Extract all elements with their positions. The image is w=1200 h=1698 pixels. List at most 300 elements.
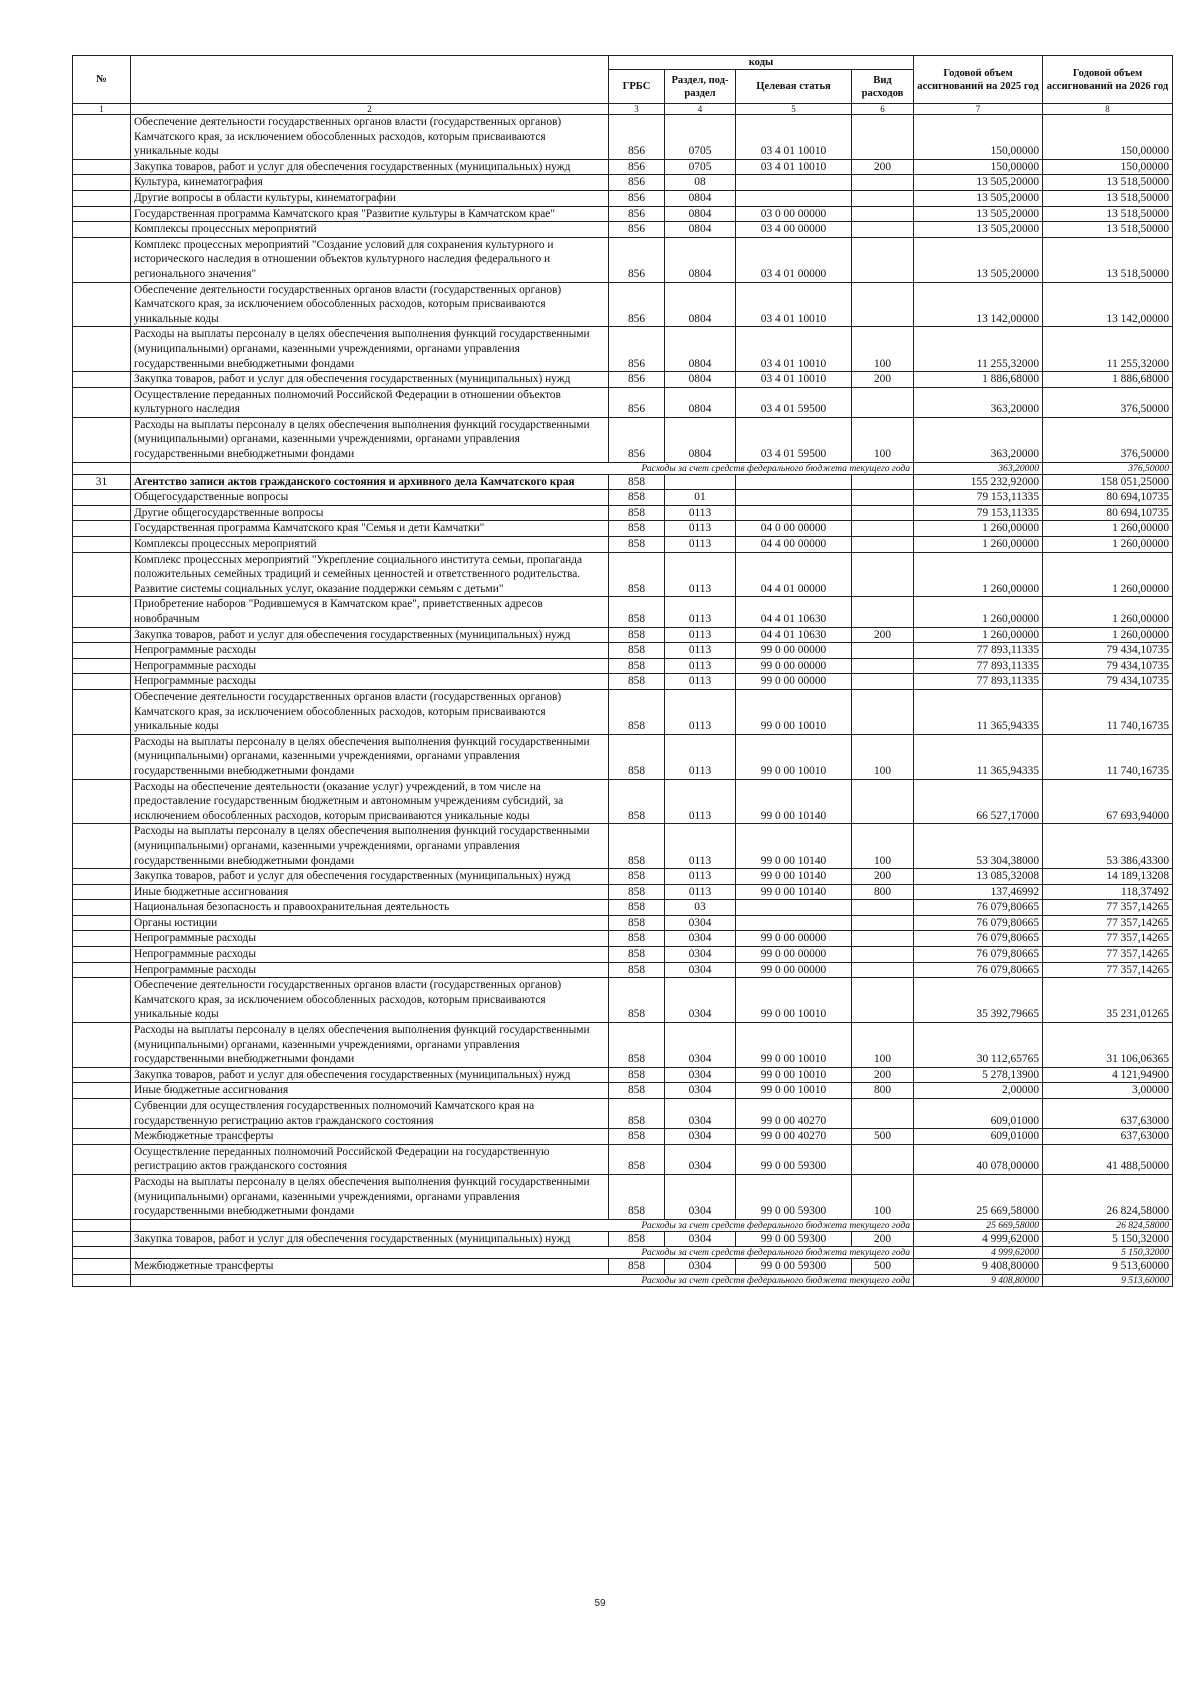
amount-2026: 67 693,94000 (1043, 779, 1173, 824)
row-number (73, 900, 131, 916)
amount-2026: 1 260,00000 (1043, 537, 1173, 553)
amount-2025: 40 078,00000 (914, 1144, 1043, 1174)
expense-type-code (852, 689, 914, 734)
expense-type-code (852, 1144, 914, 1174)
expense-type-code (852, 175, 914, 191)
target-article-code: 04 4 01 10630 (736, 597, 852, 627)
row-number (73, 869, 131, 885)
target-article-code (736, 505, 852, 521)
column-number: 7 (914, 104, 1043, 115)
grbs-code: 858 (609, 643, 665, 659)
amount-2025: 79 153,11335 (914, 505, 1043, 521)
razdel-code: 0705 (665, 115, 736, 160)
expense-type-code: 200 (852, 627, 914, 643)
expense-type-code (852, 521, 914, 537)
target-article-code: 03 4 01 10010 (736, 327, 852, 372)
grbs-code: 858 (609, 1174, 665, 1219)
grbs-code: 856 (609, 327, 665, 372)
row-name: Государственная программа Камчатского края "Развитие культуры в Камчатском крае" (131, 206, 609, 222)
amount-2025: 2,00000 (914, 1083, 1043, 1099)
amount-2026: 77 357,14265 (1043, 915, 1173, 931)
amount-2026: 5 150,32000 (1043, 1247, 1173, 1259)
razdel-code: 0804 (665, 206, 736, 222)
row-number (73, 627, 131, 643)
razdel-code: 0113 (665, 734, 736, 779)
row-name: Непрограммные расходы (131, 658, 609, 674)
razdel-code: 0304 (665, 978, 736, 1023)
column-number: 8 (1043, 104, 1173, 115)
row-name: Непрограммные расходы (131, 962, 609, 978)
row-number (73, 206, 131, 222)
amount-2025: 53 304,38000 (914, 824, 1043, 869)
row-number (73, 824, 131, 869)
table-row (73, 734, 1173, 779)
target-article-code: 03 4 01 10010 (736, 282, 852, 327)
grbs-code: 858 (609, 1099, 665, 1129)
row-name: Комплексы процессных мероприятий (131, 222, 609, 238)
row-name: Непрограммные расходы (131, 947, 609, 963)
row-number (73, 674, 131, 690)
grbs-code: 858 (609, 1067, 665, 1083)
expense-type-code (852, 947, 914, 963)
amount-2026: 77 357,14265 (1043, 962, 1173, 978)
amount-2025: 155 232,92000 (914, 474, 1043, 490)
row-number (73, 1247, 131, 1259)
header-vid: Вид расходов (852, 70, 914, 104)
amount-2025: 79 153,11335 (914, 490, 1043, 506)
row-number (73, 915, 131, 931)
grbs-code: 858 (609, 1023, 665, 1068)
expense-type-code (852, 115, 914, 160)
table-row (73, 237, 1173, 282)
amount-2026: 1 260,00000 (1043, 552, 1173, 597)
grbs-code: 856 (609, 190, 665, 206)
razdel-code: 0304 (665, 1174, 736, 1219)
grbs-code: 858 (609, 869, 665, 885)
target-article-code: 99 0 00 00000 (736, 643, 852, 659)
row-number (73, 1231, 131, 1247)
table-row (73, 658, 1173, 674)
table-row (73, 1099, 1173, 1129)
amount-2025: 77 893,11335 (914, 643, 1043, 659)
header-year-2025: Годовой объем ассигнований на 2025 год (914, 56, 1043, 104)
row-number (73, 462, 131, 474)
amount-2025: 9 408,80000 (914, 1259, 1043, 1275)
row-name: Агентство записи актов гражданского состояния и архивного дела Камчатского края (131, 474, 609, 490)
target-article-code: 99 0 00 00000 (736, 658, 852, 674)
target-article-code: 99 0 00 00000 (736, 931, 852, 947)
row-name: Обеспечение деятельности государственных органов власти (государственных органов) Камчатского края, за исключением обособленных расходов, которым присваиваются уникальные коды (131, 978, 609, 1023)
table-row (73, 552, 1173, 597)
row-name: Закупка товаров, работ и услуг для обеспечения государственных (муниципальных) нужд (131, 1231, 609, 1247)
expense-type-code (852, 206, 914, 222)
expense-type-code (852, 962, 914, 978)
razdel-code: 0804 (665, 282, 736, 327)
row-number (73, 1144, 131, 1174)
amount-2026: 13 518,50000 (1043, 190, 1173, 206)
target-article-code: 04 0 00 00000 (736, 521, 852, 537)
expense-type-code (852, 490, 914, 506)
grbs-code: 858 (609, 474, 665, 490)
amount-2026: 1 260,00000 (1043, 597, 1173, 627)
grbs-code: 858 (609, 627, 665, 643)
amount-2025: 13 085,32008 (914, 869, 1043, 885)
amount-2026: 376,50000 (1043, 462, 1173, 474)
table-row (73, 490, 1173, 506)
federal-funds-label: Расходы за счет средств федерального бюджета текущего года (131, 1219, 914, 1231)
expense-type-code: 100 (852, 824, 914, 869)
grbs-code: 858 (609, 884, 665, 900)
expense-type-code (852, 237, 914, 282)
table-row (73, 597, 1173, 627)
amount-2026: 11 740,16735 (1043, 689, 1173, 734)
grbs-code: 858 (609, 537, 665, 553)
amount-2026: 13 518,50000 (1043, 237, 1173, 282)
razdel-code: 01 (665, 490, 736, 506)
table-row (73, 537, 1173, 553)
expense-type-code (852, 779, 914, 824)
amount-2026: 14 189,13208 (1043, 869, 1173, 885)
row-number (73, 1099, 131, 1129)
row-number (73, 552, 131, 597)
column-number: 3 (609, 104, 665, 115)
grbs-code: 858 (609, 552, 665, 597)
row-number (73, 490, 131, 506)
target-article-code: 99 0 00 59300 (736, 1174, 852, 1219)
razdel-code: 0304 (665, 1231, 736, 1247)
grbs-code: 856 (609, 282, 665, 327)
amount-2026: 13 518,50000 (1043, 222, 1173, 238)
amount-2025: 363,20000 (914, 417, 1043, 462)
razdel-code: 0113 (665, 505, 736, 521)
table-body (73, 115, 1173, 1287)
row-number (73, 947, 131, 963)
header-number: № (73, 56, 131, 104)
column-number: 6 (852, 104, 914, 115)
row-number (73, 387, 131, 417)
amount-2025: 35 392,79665 (914, 978, 1043, 1023)
target-article-code: 99 0 00 59300 (736, 1144, 852, 1174)
grbs-code: 858 (609, 1083, 665, 1099)
razdel-code: 0113 (665, 627, 736, 643)
table-row (73, 282, 1173, 327)
grbs-code: 858 (609, 1129, 665, 1145)
row-name: Закупка товаров, работ и услуг для обеспечения государственных (муниципальных) нужд (131, 627, 609, 643)
row-number (73, 1274, 131, 1286)
grbs-code: 858 (609, 1231, 665, 1247)
target-article-code: 99 0 00 10140 (736, 824, 852, 869)
amount-2025: 13 505,20000 (914, 206, 1043, 222)
amount-2025: 13 505,20000 (914, 175, 1043, 191)
expense-type-code (852, 978, 914, 1023)
razdel-code: 0113 (665, 643, 736, 659)
expense-type-code (852, 1099, 914, 1129)
budget-document (72, 55, 1172, 1287)
row-number (73, 505, 131, 521)
target-article-code: 99 0 00 10140 (736, 869, 852, 885)
target-article-code: 99 0 00 10140 (736, 884, 852, 900)
row-number (73, 931, 131, 947)
row-number (73, 222, 131, 238)
row-name: Обеспечение деятельности государственных органов власти (государственных органов) Камчатского края, за исключением обособленных расходов, которым присваиваются уникальные коды (131, 689, 609, 734)
row-name: Расходы на выплаты персоналу в целях обеспечения выполнения функций государственными (муниципальными) органами, казенными учреждениями, органами управления государственными внебюджетными фондами (131, 824, 609, 869)
grbs-code: 858 (609, 674, 665, 690)
amount-2025: 77 893,11335 (914, 658, 1043, 674)
razdel-code: 0804 (665, 237, 736, 282)
row-number (73, 978, 131, 1023)
amount-2025: 25 669,58000 (914, 1219, 1043, 1231)
header-celevaya: Целевая статья (736, 70, 852, 104)
amount-2026: 1 886,68000 (1043, 372, 1173, 388)
amount-2025: 77 893,11335 (914, 674, 1043, 690)
table-row (73, 947, 1173, 963)
column-number: 5 (736, 104, 852, 115)
row-name: Расходы на выплаты персоналу в целях обеспечения выполнения функций государственными (муниципальными) органами, казенными учреждениями, органами управления государственными внебюджетными фондами (131, 327, 609, 372)
amount-2026: 26 824,58000 (1043, 1174, 1173, 1219)
expense-type-code: 100 (852, 417, 914, 462)
federal-funds-row (73, 1219, 1173, 1231)
amount-2025: 76 079,80665 (914, 931, 1043, 947)
grbs-code: 858 (609, 824, 665, 869)
target-article-code: 99 0 00 10140 (736, 779, 852, 824)
row-number (73, 779, 131, 824)
target-article-code: 99 0 00 10010 (736, 734, 852, 779)
expense-type-code (852, 537, 914, 553)
amount-2026: 376,50000 (1043, 387, 1173, 417)
row-name: Приобретение наборов "Родившемуся в Камчатском крае", приветственных адресов новобрачным (131, 597, 609, 627)
amount-2025: 609,01000 (914, 1099, 1043, 1129)
grbs-code: 858 (609, 931, 665, 947)
amount-2026: 31 106,06365 (1043, 1023, 1173, 1068)
expense-type-code: 200 (852, 1067, 914, 1083)
amount-2026: 9 513,60000 (1043, 1259, 1173, 1275)
amount-2026: 150,00000 (1043, 159, 1173, 175)
expense-type-code (852, 474, 914, 490)
row-name: Общегосударственные вопросы (131, 490, 609, 506)
row-name: Органы юстиции (131, 915, 609, 931)
grbs-code: 858 (609, 734, 665, 779)
amount-2026: 26 824,58000 (1043, 1219, 1173, 1231)
razdel-code: 0804 (665, 372, 736, 388)
amount-2026: 35 231,01265 (1043, 978, 1173, 1023)
table-row (73, 689, 1173, 734)
federal-funds-row (73, 1247, 1173, 1259)
table-row (73, 1174, 1173, 1219)
razdel-code: 0304 (665, 1099, 736, 1129)
razdel-code: 0113 (665, 658, 736, 674)
row-name: Осуществление переданных полномочий Российской Федерации в отношении объектов культурного наследия (131, 387, 609, 417)
target-article-code (736, 915, 852, 931)
target-article-code (736, 900, 852, 916)
table-row (73, 824, 1173, 869)
row-name: Межбюджетные трансферты (131, 1259, 609, 1275)
razdel-code: 0304 (665, 915, 736, 931)
target-article-code (736, 190, 852, 206)
target-article-code (736, 474, 852, 490)
amount-2025: 76 079,80665 (914, 900, 1043, 916)
table-row (73, 1023, 1173, 1068)
column-number: 4 (665, 104, 736, 115)
row-number (73, 597, 131, 627)
row-name: Культура, кинематография (131, 175, 609, 191)
row-number (73, 372, 131, 388)
expense-type-code (852, 190, 914, 206)
razdel-code: 0113 (665, 552, 736, 597)
table-row (73, 372, 1173, 388)
razdel-code: 0113 (665, 521, 736, 537)
grbs-code: 858 (609, 689, 665, 734)
row-name: Расходы на выплаты персоналу в целях обеспечения выполнения функций государственными (муниципальными) органами, казенными учреждениями, органами управления государственными внебюджетными фондами (131, 1023, 609, 1068)
razdel-code: 0804 (665, 190, 736, 206)
amount-2025: 1 260,00000 (914, 537, 1043, 553)
row-name: Другие вопросы в области культуры, кинематографии (131, 190, 609, 206)
amount-2026: 80 694,10735 (1043, 490, 1173, 506)
amount-2026: 1 260,00000 (1043, 627, 1173, 643)
amount-2026: 150,00000 (1043, 115, 1173, 160)
row-number (73, 282, 131, 327)
expense-type-code (852, 552, 914, 597)
amount-2025: 13 505,20000 (914, 190, 1043, 206)
amount-2025: 363,20000 (914, 462, 1043, 474)
amount-2026: 13 518,50000 (1043, 175, 1173, 191)
amount-2026: 3,00000 (1043, 1083, 1173, 1099)
grbs-code: 858 (609, 490, 665, 506)
table-row (73, 978, 1173, 1023)
target-article-code: 03 4 00 00000 (736, 222, 852, 238)
expense-type-code (852, 658, 914, 674)
razdel-code: 0304 (665, 1083, 736, 1099)
row-number (73, 190, 131, 206)
row-name: Государственная программа Камчатского края "Семья и дети Камчатки" (131, 521, 609, 537)
target-article-code (736, 175, 852, 191)
table-row (73, 627, 1173, 643)
target-article-code: 03 4 01 59500 (736, 387, 852, 417)
amount-2026: 13 142,00000 (1043, 282, 1173, 327)
row-name: Национальная безопасность и правоохранительная деятельность (131, 900, 609, 916)
row-name: Закупка товаров, работ и услуг для обеспечения государственных (муниципальных) нужд (131, 159, 609, 175)
razdel-code: 0804 (665, 327, 736, 372)
target-article-code: 99 0 00 40270 (736, 1099, 852, 1129)
row-name: Непрограммные расходы (131, 931, 609, 947)
expense-type-code (852, 282, 914, 327)
amount-2025: 76 079,80665 (914, 962, 1043, 978)
page-number: 59 (594, 1598, 606, 1609)
row-name: Расходы на обеспечение деятельности (оказание услуг) учреждений, в том числе на предоставление государственным бюджетным и автономным учреждениям субсидий, за исключением обособленных расходов, которым присваиваются уникальные коды (131, 779, 609, 824)
amount-2026: 41 488,50000 (1043, 1144, 1173, 1174)
expense-type-code: 100 (852, 327, 914, 372)
expense-type-code: 200 (852, 159, 914, 175)
grbs-code: 856 (609, 237, 665, 282)
row-number (73, 689, 131, 734)
amount-2026: 79 434,10735 (1043, 643, 1173, 659)
target-article-code: 99 0 00 40270 (736, 1129, 852, 1145)
row-name: Непрограммные расходы (131, 643, 609, 659)
federal-funds-label: Расходы за счет средств федерального бюджета текущего года (131, 1274, 914, 1286)
row-name: Субвенции для осуществления государственных полномочий Камчатского края на государственную регистрацию актов гражданского состояния (131, 1099, 609, 1129)
target-article-code: 99 0 00 00000 (736, 962, 852, 978)
grbs-code: 856 (609, 206, 665, 222)
razdel-code: 0113 (665, 689, 736, 734)
table-row (73, 884, 1173, 900)
amount-2026: 77 357,14265 (1043, 931, 1173, 947)
razdel-code: 0304 (665, 962, 736, 978)
razdel-code: 0113 (665, 824, 736, 869)
expense-type-code: 100 (852, 734, 914, 779)
federal-funds-label: Расходы за счет средств федерального бюджета текущего года (131, 1247, 914, 1259)
razdel-code: 0304 (665, 931, 736, 947)
target-article-code: 99 0 00 59300 (736, 1231, 852, 1247)
target-article-code: 99 0 00 00000 (736, 947, 852, 963)
target-article-code: 04 4 01 00000 (736, 552, 852, 597)
amount-2025: 150,00000 (914, 159, 1043, 175)
target-article-code: 04 4 00 00000 (736, 537, 852, 553)
row-number (73, 521, 131, 537)
target-article-code: 99 0 00 10010 (736, 978, 852, 1023)
amount-2025: 11 365,94335 (914, 689, 1043, 734)
row-number (73, 237, 131, 282)
row-number (73, 327, 131, 372)
row-name: Расходы на выплаты персоналу в целях обеспечения выполнения функций государственными (муниципальными) органами, казенными учреждениями, органами управления государственными внебюджетными фондами (131, 417, 609, 462)
amount-2025: 13 505,20000 (914, 222, 1043, 238)
grbs-code: 858 (609, 658, 665, 674)
table-row (73, 1067, 1173, 1083)
amount-2025: 66 527,17000 (914, 779, 1043, 824)
table-row (73, 521, 1173, 537)
target-article-code: 99 0 00 10010 (736, 689, 852, 734)
razdel-code: 0113 (665, 884, 736, 900)
column-number: 2 (131, 104, 609, 115)
row-name: Закупка товаров, работ и услуг для обеспечения государственных (муниципальных) нужд (131, 1067, 609, 1083)
table-row (73, 222, 1173, 238)
row-name: Обеспечение деятельности государственных органов власти (государственных органов) Камчатского края, за исключением обособленных расходов, которым присваиваются уникальные коды (131, 115, 609, 160)
target-article-code: 03 4 01 10010 (736, 372, 852, 388)
amount-2026: 13 518,50000 (1043, 206, 1173, 222)
row-number (73, 159, 131, 175)
row-number (73, 1219, 131, 1231)
row-name: Осуществление переданных полномочий Российской Федерации на государственную регистрацию актов гражданского состояния (131, 1144, 609, 1174)
razdel-code: 0705 (665, 159, 736, 175)
column-numbers-row (73, 104, 1173, 115)
amount-2026: 158 051,25000 (1043, 474, 1173, 490)
razdel-code: 0804 (665, 222, 736, 238)
target-article-code: 03 4 01 10010 (736, 115, 852, 160)
amount-2025: 1 260,00000 (914, 552, 1043, 597)
row-name: Межбюджетные трансферты (131, 1129, 609, 1145)
amount-2025: 150,00000 (914, 115, 1043, 160)
amount-2026: 118,37492 (1043, 884, 1173, 900)
row-name: Иные бюджетные ассигнования (131, 884, 609, 900)
grbs-code: 856 (609, 159, 665, 175)
amount-2026: 11 255,32000 (1043, 327, 1173, 372)
target-article-code: 03 0 00 00000 (736, 206, 852, 222)
target-article-code: 99 0 00 00000 (736, 674, 852, 690)
expense-type-code (852, 931, 914, 947)
expense-type-code: 500 (852, 1259, 914, 1275)
expense-type-code (852, 643, 914, 659)
amount-2025: 4 999,62000 (914, 1231, 1043, 1247)
amount-2026: 5 150,32000 (1043, 1231, 1173, 1247)
row-number (73, 734, 131, 779)
table-row (73, 387, 1173, 417)
target-article-code: 03 4 01 10010 (736, 159, 852, 175)
amount-2026: 376,50000 (1043, 417, 1173, 462)
razdel-code: 0113 (665, 597, 736, 627)
table-row (73, 1129, 1173, 1145)
expense-type-code: 200 (852, 869, 914, 885)
amount-2025: 1 886,68000 (914, 372, 1043, 388)
razdel-code: 0304 (665, 1144, 736, 1174)
grbs-code: 856 (609, 115, 665, 160)
